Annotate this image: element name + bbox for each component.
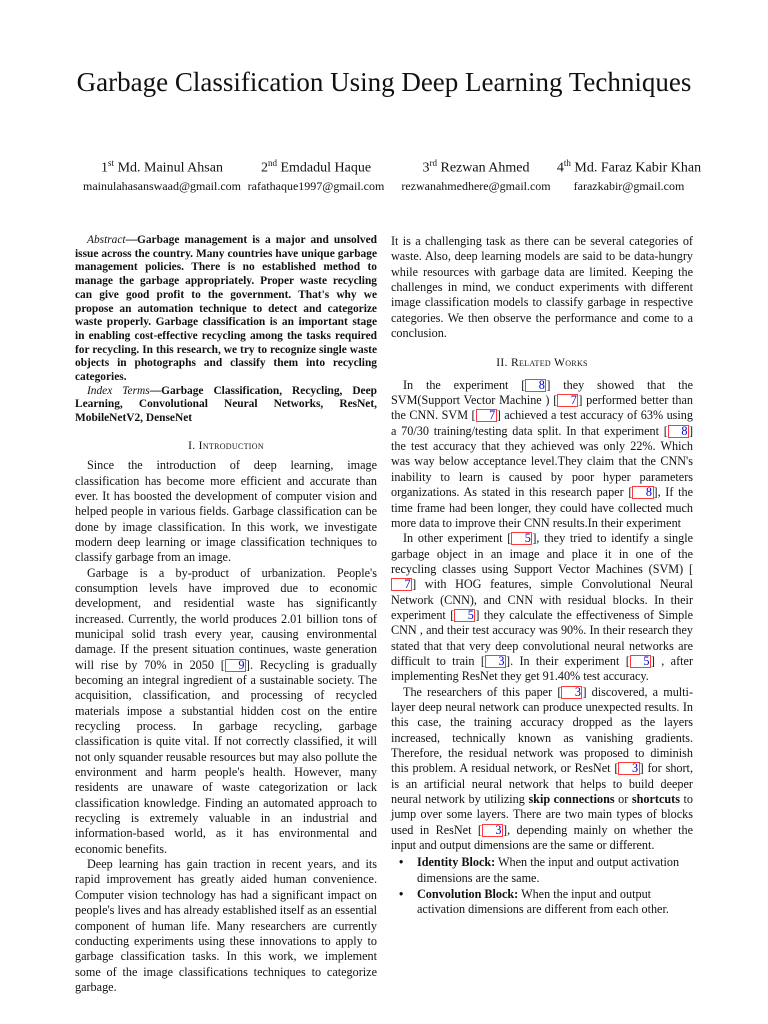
author-email: rezwanahmedhere@gmail.com: [401, 178, 551, 193]
index-terms: Index Terms—Garbage Classification, Recycling, Deep Learning, Convolutional Neural Networks, ResNet, MobileNetV2, DenseNet: [75, 384, 377, 425]
citation-link[interactable]: 3: [561, 686, 582, 699]
citation-link[interactable]: 8: [525, 379, 546, 392]
list-item: • Identity Block: When the input and output activation dimensions are the same.: [417, 855, 693, 886]
citation-link[interactable]: 7: [476, 409, 497, 422]
citation-link[interactable]: 8: [632, 486, 653, 499]
citation-link[interactable]: 3: [485, 655, 506, 668]
list-item: • Convolution Block: When the input and output activation dimensions are different from each other.: [417, 887, 693, 918]
citation-link[interactable]: 5: [511, 532, 532, 545]
abstract: Abstract—Garbage management is a major and unsolved issue across the country. Many countries have unique garbage management policies. There is no established method to manage the garbage appropriately. Proper waste recycling can give good profit to the government. That's why we propose an automation technique to detect and categorize waste properly. Garbage classification is an important stage in enabling cost-effective recycling among the tasks required for recycling. In this research, we try to recognize single waste objects in photographs and classify them into recycling categories.: [75, 234, 377, 384]
citation-link[interactable]: 3: [482, 824, 503, 837]
citation-link[interactable]: 7: [557, 394, 578, 407]
author-email: rafathaque1997@gmail.com: [247, 178, 385, 193]
block-type-list: [391, 855, 693, 917]
author-email: farazkabir@gmail.com: [573, 178, 685, 193]
intro-paragraph-3: Deep learning has gain traction in recent years, and its rapid improvement has greatly aided human convenience. Computer vision technology has had a significant impact on people's lives and has already established itself as an essential component of human life. Many researchers are currently conducting experiments using these innovations to apply to garbage classification tasks. In this work, we implement some of the image classifications techniques to categorize garbage.: [75, 857, 377, 994]
author-4: 4th Md. Faraz Kabir Khan farazkabir@gmail.com: [548, 154, 710, 194]
author-name: Md. Faraz Kabir Khan: [574, 160, 702, 176]
section-heading-related-works: II. Related Works: [496, 356, 588, 370]
citation-link[interactable]: 7: [391, 578, 412, 591]
paper-title: Garbage Classification Using Deep Learning Techniques: [76, 67, 692, 97]
related-paragraph-2: In other experiment [ 5 ], they tried to identify a single garbage object in an image and place it in one of the recycling classes using Support Vector Machines (SVM) [7 ] with HOG features, simple Convolutional Neural Network (CNN), and CNN with residual blocks. In their experiment [ 5 ] they calculate the effectiveness of Simple CNN , and their test accuracy was 90%. In their research they stated that that very deep convolutional neural networks are difficult to train [ 3 ]. In their experiment [ 5 ] , after implementing ResNet they get 91.40% test accuracy.: [391, 531, 694, 684]
author-email: mainulahasanswaad@gmail.com: [82, 178, 241, 193]
author-1: 1st Md. Mainul Ahsan mainulahasanswaad@gmail.com: [62, 154, 262, 194]
intro-paragraph-4: It is a challenging task as there can be several categories of waste. Also, deep learning models are said to be data-hungry while resources with garbage data are limited. Keeping the challenges in mind, we conduct experiments with different image classification models to classify garbage in respective categories. We then observe the performance and come to a conclusion.: [391, 234, 693, 341]
citation-link[interactable]: 8: [668, 425, 689, 438]
related-paragraph-1: In the experiment [ 8 ] they showed that the SVM(Support Vector Machine ) [ 7 ] performed better than the CNN. SVM [ 7 ] achieved a test accuracy of 63% using a 70/30 training/testing data split. In that experiment [ 8 ] the test accuracy that they achieved was only 22%. Which was way below acceptance level.They claim that the CNN's inability to learn is caused by poor hyper parameters organizations. As stated in this research paper [ 8 ], If the time frame had been longer, they could have collected much more data to improve their CNN results.In their experiment: [391, 377, 694, 530]
author-name: Md. Mainul Ahsan: [117, 160, 223, 176]
author-name: Rezwan Ahmed: [440, 160, 530, 176]
citation-link[interactable]: 5: [630, 655, 651, 668]
intro-paragraph-1: Since the introduction of deep learning, image classification has become more efficient and accurate than ever. It has boosted the development of computer vision and helped people in various fields. Garbage classification can be done by image classification. In this work, we investigate modern deep learning or image classification techniques to classify garbage from an image.: [75, 458, 377, 565]
section-heading-introduction: I. Introduction: [188, 438, 264, 452]
citation-link[interactable]: 3: [618, 762, 639, 775]
left-column: [75, 234, 377, 995]
author-3: 3rd Rezwan Ahmed rezwanahmedhere@gmail.com: [392, 154, 560, 194]
author-2: 2nd Emdadul Haque rafathaque1997@gmail.com: [234, 154, 398, 194]
citation-link[interactable]: 9: [225, 659, 246, 672]
author-name: Emdadul Haque: [280, 160, 372, 176]
citation-link[interactable]: 5: [454, 609, 475, 622]
related-paragraph-3: The researchers of this paper [ 3 ] discovered, a multi-layer deep neural network can produce unexpected results. In this case, the training accuracy dropped as the layers increased, technically known as vanishing gradients. Therefore, the residual network was proposed to diminish this problem. A residual network, or ResNet [ 3 ] for short, is an artificial neural network that helps to build deeper neural network by utilizing skip connections or shortcuts to jump over some layers. There are two main types of blocks used in ResNet [ 3 ], depending mainly on whether the input and output dimensions are the same or different.: [391, 684, 694, 853]
intro-paragraph-2: Garbage is a by-product of urbanization. People's consumption levels have improved due to economic development, and residential waste has significantly increased. Currently, the world produces 2.01 billion tons of municipal solid trash every year, causing environmental damage. If the present situation continues, waste generation will rise by 70% in 2050 [ 9 ]. Recycling is gradually becoming an integral ingredient of a sustainable society. The acquisition, classification, and processing of recycled materials impose a substantial hidden cost on the entire recycling process. In garbage recycling, garbage classification is quite vital. If not correctly classified, it will not only squander reusable resources but may also pollute the environment and harm people's health. However, many residents are unaware of waste categorization or lack classification knowledge. Finding an automated approach to recycling is extremely valuable in an industrial and information-based world, as it has environmental and economic benefits.: [75, 565, 377, 856]
right-column: [391, 234, 693, 919]
